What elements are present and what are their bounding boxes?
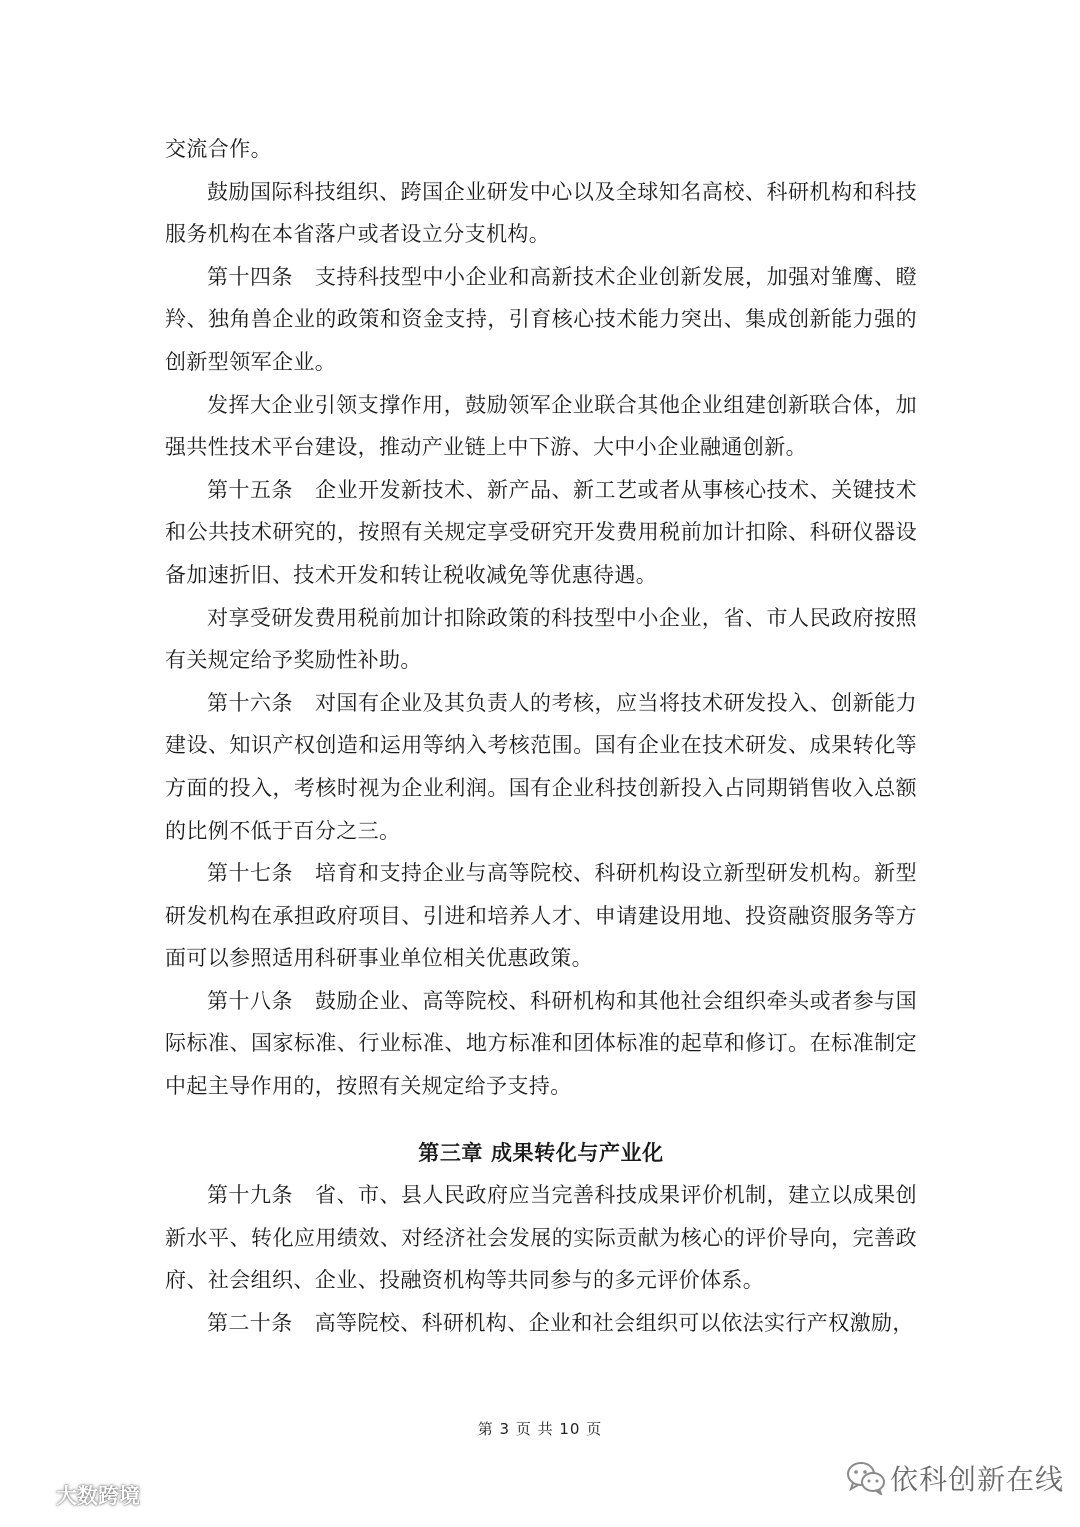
paragraph-4: 发挥大企业引领支撑作用，鼓励领军企业联合其他企业组建创新联合体，加强共性技术平台建设，推动产业链上中下游、大中小企业融通创新。 <box>165 392 917 460</box>
wechat-icon <box>846 1461 886 1495</box>
article-18: 第十八条 鼓励企业、高等院校、科研机构和其他社会组织牵头或者参与国际标准、国家标准、行业标准、地方标准和团体标准的起草和修订。在标准制定中起主导作用的，按照有关规定给予支持。 <box>165 988 917 1099</box>
watermark-right-text: 依科创新在线 <box>890 1463 1065 1496</box>
article-number: 第二十条 <box>207 1311 293 1336</box>
chapter-title: 第三章 成果转化与产业化 <box>418 1140 664 1165</box>
article-17: 第十七条 培育和支持企业与高等院校、科研机构设立新型研发机构。新型研发机构在承担政府项目、引进和培养人才、申请建设用地、投资融资服务等方面可以参照适用科研事业单位相关优惠政策。 <box>165 861 917 971</box>
article-number: 第十五条 <box>207 477 294 502</box>
article-19: 第十九条 省、市、县人民政府应当完善科技成果评价机制，建立以成果创新水平、转化应用绩效、对经济社会发展的实际贡献为核心的评价导向，完善政府、社会组织、企业、投融资机构等共同参与的多元评价体系。 <box>165 1183 917 1293</box>
article-15: 第十五条 企业开发新技术、新产品、新工艺或者从事核心技术、关键技术和公共技术研究的，按照有关规定享受研究开发费用税前加计扣除、科研仪器设备加速折旧、技术开发和转让税收减免等优惠待遇。 <box>165 477 917 587</box>
watermark-right <box>846 1458 1064 1498</box>
article-number: 第十八条 <box>207 988 294 1013</box>
article-number: 第十四条 <box>207 264 294 289</box>
article-number: 第十六条 <box>207 690 294 715</box>
article-number: 第十七条 <box>207 861 294 886</box>
brand-logo-icon <box>8 1483 52 1507</box>
paragraph-2: 鼓励国际科技组织、跨国企业研发中心以及全球知名高校、科研机构和科技服务机构在本省落户或者设立分支机构。 <box>165 179 917 247</box>
document-body <box>165 128 917 1345</box>
watermark-left-text: 大数跨境 <box>56 1484 140 1508</box>
article-number: 第十九条 <box>207 1183 294 1208</box>
article-16: 第十六条 对国有企业及其负责人的考核，应当将技术研发投入、创新能力建设、知识产权创造和运用等纳入考核范围。国有企业在技术研发、成果转化等方面的投入，考核时视为企业利润。国有企业科技创新投入占同期销售收入总额的比例不低于百分之三。 <box>165 690 917 843</box>
article-20: 第二十条 高等院校、科研机构、企业和社会组织可以依法实行产权激励， <box>207 1311 914 1336</box>
watermark-left <box>8 1480 140 1510</box>
page-footer: 第 3 页 共 10 页 <box>477 1420 603 1438</box>
paragraph-1: 交流合作。 <box>165 137 272 161</box>
paragraph-6: 对享受研发费用税前加计扣除政策的科技型中小企业，省、市人民政府按照有关规定给予奖励性补助。 <box>165 605 917 673</box>
article-14: 第十四条 支持科技型中小企业和高新技术企业创新发展，加强对雏鹰、瞪羚、独角兽企业的政策和资金支持，引育核心技术能力突出、集成创新能力强的创新型领军企业。 <box>165 264 917 374</box>
